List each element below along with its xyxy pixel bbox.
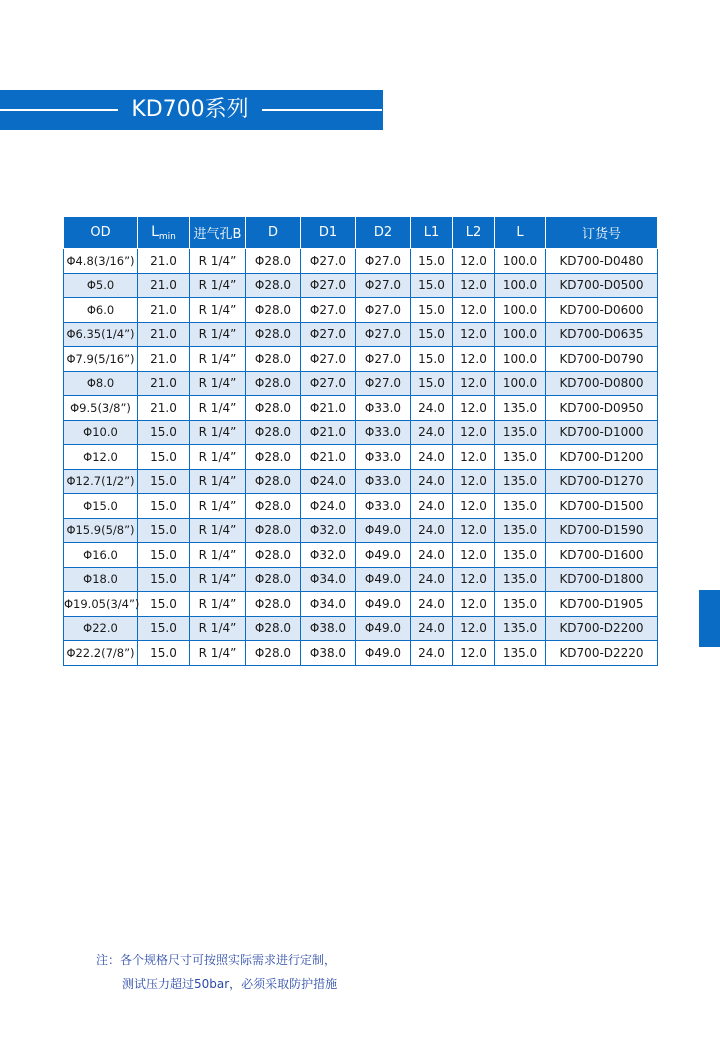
table-cell: 100.0: [495, 298, 546, 323]
table-cell: 12.0: [453, 322, 495, 347]
table-cell-order-no: KD700-D0500: [546, 273, 658, 298]
side-page-tab: [699, 590, 720, 647]
table-cell: 24.0: [411, 420, 453, 445]
table-cell: Φ21.0: [301, 396, 356, 421]
table-cell-od: Φ12.0: [64, 445, 138, 470]
table-cell: Φ33.0: [356, 420, 411, 445]
table-cell: Φ27.0: [301, 347, 356, 372]
table-cell: Φ28.0: [246, 518, 301, 543]
table-cell: Φ28.0: [246, 322, 301, 347]
table-cell: Φ49.0: [356, 616, 411, 641]
table-cell-order-no: KD700-D0950: [546, 396, 658, 421]
table-row: [64, 616, 658, 641]
table-cell: 15.0: [411, 273, 453, 298]
table-cell: 21.0: [138, 322, 190, 347]
table-cell-od: Φ15.9(5/8”): [64, 518, 138, 543]
table-cell: R 1/4”: [190, 249, 246, 274]
table-cell: Φ27.0: [301, 322, 356, 347]
table-cell: Φ32.0: [301, 518, 356, 543]
table-cell: Φ33.0: [356, 469, 411, 494]
table-header-row: [64, 217, 658, 249]
table-cell: 15.0: [138, 445, 190, 470]
table-cell: Φ27.0: [301, 273, 356, 298]
table-cell-order-no: KD700-D2220: [546, 641, 658, 666]
table-cell: 12.0: [453, 371, 495, 396]
table-cell: Φ28.0: [246, 494, 301, 519]
table-cell: Φ34.0: [301, 592, 356, 617]
table-cell: 12.0: [453, 420, 495, 445]
table-cell: 15.0: [138, 641, 190, 666]
table-cell: 12.0: [453, 396, 495, 421]
table-cell-order-no: KD700-D1200: [546, 445, 658, 470]
table-cell: 24.0: [411, 494, 453, 519]
page-title: KD700系列: [131, 97, 249, 122]
table-cell-od: Φ15.0: [64, 494, 138, 519]
table-cell: 135.0: [495, 494, 546, 519]
table-cell: Φ49.0: [356, 641, 411, 666]
table-cell: R 1/4”: [190, 445, 246, 470]
table-cell-od: Φ19.05(3/4”): [64, 592, 138, 617]
table-cell: 21.0: [138, 298, 190, 323]
table-cell: 24.0: [411, 469, 453, 494]
table-cell-order-no: KD700-D0480: [546, 249, 658, 274]
col-header-lmin-main: L: [151, 223, 159, 240]
table-cell: 135.0: [495, 592, 546, 617]
table-row: [64, 543, 658, 568]
table-cell: Φ38.0: [301, 641, 356, 666]
table-cell: Φ27.0: [356, 347, 411, 372]
table-row: [64, 445, 658, 470]
table-cell-order-no: KD700-D1000: [546, 420, 658, 445]
table-cell: 135.0: [495, 641, 546, 666]
table-cell-od: Φ7.9(5/16”): [64, 347, 138, 372]
table-cell: 24.0: [411, 543, 453, 568]
table-cell-order-no: KD700-D0635: [546, 322, 658, 347]
table-cell: R 1/4”: [190, 494, 246, 519]
table-cell-order-no: KD700-D1600: [546, 543, 658, 568]
table-cell: 15.0: [138, 543, 190, 568]
table-cell: Φ28.0: [246, 420, 301, 445]
table-cell: 100.0: [495, 249, 546, 274]
table-cell: Φ21.0: [301, 445, 356, 470]
table-cell: Φ33.0: [356, 445, 411, 470]
table-cell: 24.0: [411, 445, 453, 470]
table-cell: 12.0: [453, 616, 495, 641]
col-header-d1: D1: [301, 217, 356, 249]
footnote-line-2: 测试压力超过50bar，必须采取防护措施: [122, 977, 338, 991]
table-cell: R 1/4”: [190, 543, 246, 568]
col-header-order-no: 订货号: [546, 217, 658, 249]
table-cell: 15.0: [138, 567, 190, 592]
table-cell-order-no: KD700-D0800: [546, 371, 658, 396]
table-cell: R 1/4”: [190, 347, 246, 372]
col-header-l2: L2: [453, 217, 495, 249]
table-cell: 135.0: [495, 518, 546, 543]
table-cell: R 1/4”: [190, 567, 246, 592]
table-cell: 12.0: [453, 347, 495, 372]
table-cell: R 1/4”: [190, 616, 246, 641]
col-header-l1: L1: [411, 217, 453, 249]
table-row: [64, 567, 658, 592]
table-cell: 12.0: [453, 469, 495, 494]
col-header-l: L: [495, 217, 546, 249]
table-cell: 12.0: [453, 592, 495, 617]
table-row: [64, 469, 658, 494]
table-cell: 12.0: [453, 249, 495, 274]
table-cell: R 1/4”: [190, 592, 246, 617]
table-cell: Φ27.0: [356, 249, 411, 274]
table-cell: R 1/4”: [190, 641, 246, 666]
title-decor-line-right: [262, 109, 382, 111]
table-cell: 135.0: [495, 420, 546, 445]
table-row: [64, 273, 658, 298]
table-cell-order-no: KD700-D2200: [546, 616, 658, 641]
table-cell: R 1/4”: [190, 420, 246, 445]
table-cell: 12.0: [453, 298, 495, 323]
table-cell: 15.0: [138, 518, 190, 543]
table-row: [64, 322, 658, 347]
table-cell: 24.0: [411, 592, 453, 617]
table-row: [64, 249, 658, 274]
table-cell: Φ24.0: [301, 469, 356, 494]
table-row: [64, 518, 658, 543]
col-header-d2: D2: [356, 217, 411, 249]
table-cell-od: Φ16.0: [64, 543, 138, 568]
table-cell: 12.0: [453, 494, 495, 519]
table-cell: 12.0: [453, 445, 495, 470]
table-cell-order-no: KD700-D0600: [546, 298, 658, 323]
table-cell-order-no: KD700-D1590: [546, 518, 658, 543]
table-cell-od: Φ22.2(7/8”): [64, 641, 138, 666]
table-cell-order-no: KD700-D1800: [546, 567, 658, 592]
table-cell: 12.0: [453, 518, 495, 543]
table-cell: Φ38.0: [301, 616, 356, 641]
table-cell: Φ28.0: [246, 445, 301, 470]
table-cell-od: Φ6.0: [64, 298, 138, 323]
table-cell: 24.0: [411, 641, 453, 666]
table-cell-od: Φ5.0: [64, 273, 138, 298]
table-cell: Φ27.0: [356, 298, 411, 323]
table-cell: 15.0: [138, 420, 190, 445]
table-cell: 12.0: [453, 567, 495, 592]
table-cell: 15.0: [411, 249, 453, 274]
col-header-lmin: [138, 217, 190, 249]
table-cell: 15.0: [138, 494, 190, 519]
table-cell-order-no: KD700-D1905: [546, 592, 658, 617]
table-cell: 135.0: [495, 469, 546, 494]
table-cell-od: Φ9.5(3/8”): [64, 396, 138, 421]
col-header-od: OD: [64, 217, 138, 249]
table-cell: 24.0: [411, 518, 453, 543]
table-cell: R 1/4”: [190, 322, 246, 347]
table-cell: Φ34.0: [301, 567, 356, 592]
table-cell-od: Φ22.0: [64, 616, 138, 641]
table-cell-od: Φ4.8(3/16”): [64, 249, 138, 274]
table-cell-order-no: KD700-D0790: [546, 347, 658, 372]
table-cell: 100.0: [495, 371, 546, 396]
footnote-line-1: 注：各个规格尺寸可按照实际需求进行定制，: [96, 953, 337, 967]
table-row: [64, 420, 658, 445]
table-cell: 15.0: [138, 469, 190, 494]
table-cell: 21.0: [138, 396, 190, 421]
table-cell: Φ28.0: [246, 543, 301, 568]
table-cell: 12.0: [453, 641, 495, 666]
table-cell: Φ27.0: [301, 249, 356, 274]
table-cell: 100.0: [495, 347, 546, 372]
table-cell: 100.0: [495, 273, 546, 298]
table-cell: Φ28.0: [246, 592, 301, 617]
table-cell: 21.0: [138, 371, 190, 396]
table-cell: 21.0: [138, 347, 190, 372]
table-cell: Φ49.0: [356, 567, 411, 592]
table-cell: 24.0: [411, 567, 453, 592]
table-cell-od: Φ12.7(1/2”): [64, 469, 138, 494]
table-cell: Φ24.0: [301, 494, 356, 519]
table-cell: 100.0: [495, 322, 546, 347]
table-cell: Φ28.0: [246, 249, 301, 274]
table-cell-od: Φ10.0: [64, 420, 138, 445]
table-cell: 15.0: [138, 592, 190, 617]
table-cell: 15.0: [411, 298, 453, 323]
table-cell: 12.0: [453, 543, 495, 568]
title-decor-line-left: [0, 109, 118, 111]
table-cell: Φ27.0: [356, 371, 411, 396]
table-cell: Φ32.0: [301, 543, 356, 568]
table-cell-od: Φ18.0: [64, 567, 138, 592]
table-cell: R 1/4”: [190, 273, 246, 298]
table-cell: Φ21.0: [301, 420, 356, 445]
table-cell: 24.0: [411, 616, 453, 641]
table-cell: R 1/4”: [190, 396, 246, 421]
table-cell: Φ33.0: [356, 494, 411, 519]
table-cell-od: Φ6.35(1/4”): [64, 322, 138, 347]
table-row: [64, 396, 658, 421]
table-cell: Φ28.0: [246, 567, 301, 592]
spec-table: [63, 216, 658, 666]
table-cell: Φ28.0: [246, 641, 301, 666]
table-row: [64, 592, 658, 617]
table-cell: R 1/4”: [190, 518, 246, 543]
table-cell: 135.0: [495, 396, 546, 421]
col-header-inlet: 进气孔B: [190, 217, 246, 249]
table-cell: Φ49.0: [356, 518, 411, 543]
table-cell: 12.0: [453, 273, 495, 298]
table-cell-od: Φ8.0: [64, 371, 138, 396]
table-cell: 15.0: [411, 322, 453, 347]
table-body: [64, 249, 658, 666]
table-cell-order-no: KD700-D1270: [546, 469, 658, 494]
table-cell: R 1/4”: [190, 298, 246, 323]
table-cell: Φ49.0: [356, 592, 411, 617]
table-row: [64, 494, 658, 519]
table-cell: Φ28.0: [246, 371, 301, 396]
table-cell: Φ49.0: [356, 543, 411, 568]
table-row: [64, 347, 658, 372]
table-cell: 24.0: [411, 396, 453, 421]
table-cell: Φ28.0: [246, 347, 301, 372]
table-cell: 21.0: [138, 273, 190, 298]
series-title-bar: [0, 90, 383, 130]
table-cell-order-no: KD700-D1500: [546, 494, 658, 519]
col-header-d: D: [246, 217, 301, 249]
table-row: [64, 298, 658, 323]
footnote: [96, 948, 337, 996]
table-row: [64, 371, 658, 396]
table-cell: R 1/4”: [190, 469, 246, 494]
table-cell: Φ28.0: [246, 396, 301, 421]
table-cell: Φ28.0: [246, 616, 301, 641]
table-cell: Φ33.0: [356, 396, 411, 421]
table-cell: R 1/4”: [190, 371, 246, 396]
table-cell: 21.0: [138, 249, 190, 274]
table-cell: Φ27.0: [301, 298, 356, 323]
table-cell: 135.0: [495, 567, 546, 592]
table-cell: Φ28.0: [246, 273, 301, 298]
table-cell: 15.0: [411, 347, 453, 372]
table-cell: Φ27.0: [356, 322, 411, 347]
table-row: [64, 641, 658, 666]
table-cell: 135.0: [495, 616, 546, 641]
table-cell: 135.0: [495, 543, 546, 568]
table-cell: 15.0: [411, 371, 453, 396]
table-cell: Φ27.0: [356, 273, 411, 298]
col-header-lmin-sub: min: [158, 231, 176, 242]
table-cell: Φ27.0: [301, 371, 356, 396]
table-cell: 135.0: [495, 445, 546, 470]
table-cell: Φ28.0: [246, 469, 301, 494]
table-cell: 15.0: [138, 616, 190, 641]
table-cell: Φ28.0: [246, 298, 301, 323]
